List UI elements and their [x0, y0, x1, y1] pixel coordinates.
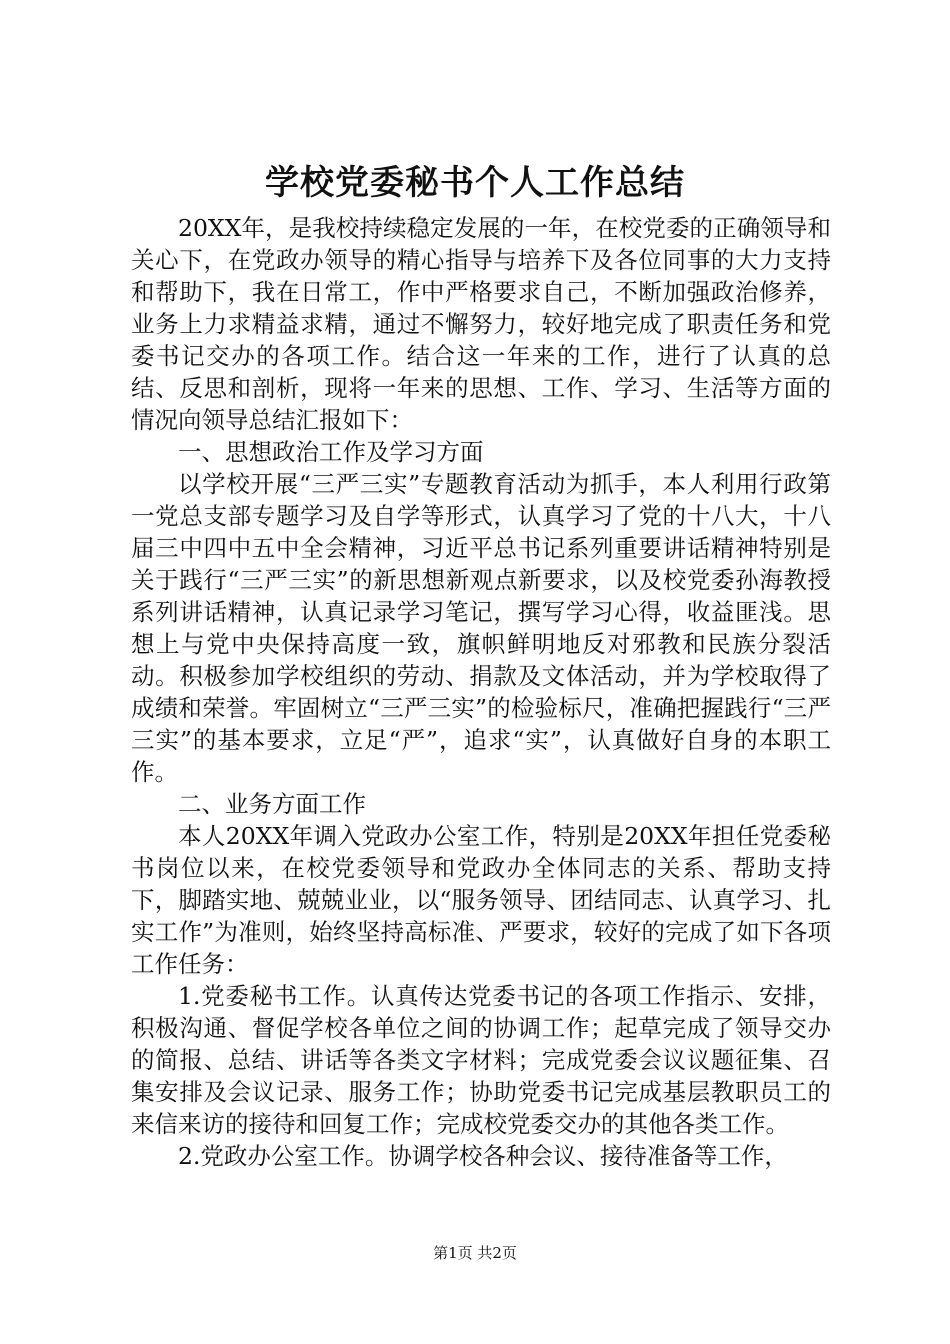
- paragraph-section-2: 本人20XX年调入党政办公室工作，特别是20XX年担任党委秘书岗位以来，在校党委领导和党政办全体同志的关系、帮助支持下，脚踏实地、兢兢业业，以“服务领导、团结同志、认真学习、扎实工作”为准则，始终坚持高标准、严要求，较好的完成了如下各项工作任务：: [131, 822, 831, 978]
- section-heading-1: 一、思想政治工作及学习方面: [178, 438, 484, 466]
- paragraph-section-1: 以学校开展“三严三实”专题教育活动为抓手，本人利用行政第一党总支部专题学习及自学等形式，认真学习了党的十八大，十八届三中四中五中全会精神，习近平总书记系列重要讲话精神特别是关于践行“三严三实”的新思想新观点新要求，以及校党委孙海教授系列讲话精神，认真记录学习笔记，撰写学习心得，收益匪浅。思想上与党中央保持高度一致，旗帜鲜明地反对邪教和民族分裂活动。积极参加学校组织的劳动、捐款及文体活动，并为学校取得了成绩和荣誉。牢固树立“三严三实”的检验标尺，准确把握践行“三严三实”的基本要求，立足“严”，追求“实”，认真做好自身的本职工作。: [131, 470, 831, 786]
- list-item-2: 2.党政办公室工作。协调学校各种会议、接待准备等工作，: [178, 1142, 788, 1170]
- document-title: 学校党委秘书个人工作总结: [265, 163, 685, 203]
- document-body: [131, 212, 831, 1172]
- list-item-1: 1.党委秘书工作。认真传达党委书记的各项工作指示、安排，积极沟通、督促学校各单位之间的协调工作；起草完成了领导交办的简报、总结、讲话等各类文字材料；完成党委会议议题征集、召集安排及会议记录、服务工作；协助党委书记完成基层教职员工的来信来访的接待和回复工作；完成校党委交办的其他各类工作。: [131, 982, 831, 1138]
- page-footer: 第1页 共2页: [433, 1244, 517, 1262]
- paragraph-intro: 20XX年，是我校持续稳定发展的一年，在校党委的正确领导和关心下，在党政办领导的精心指导与培养下及各位同事的大力支持和帮助下，我在日常工，作中严格要求自己，不断加强政治修养，业务上力求精益求精，通过不懈努力，较好地完成了职责任务和党委书记交办的各项工作。结合这一年来的工作，进行了认真的总结、反思和剖析，现将一年来的思想、工作、学习、生活等方面的情况向领导总结汇报如下：: [131, 214, 831, 434]
- section-heading-2: 二、业务方面工作: [178, 790, 366, 818]
